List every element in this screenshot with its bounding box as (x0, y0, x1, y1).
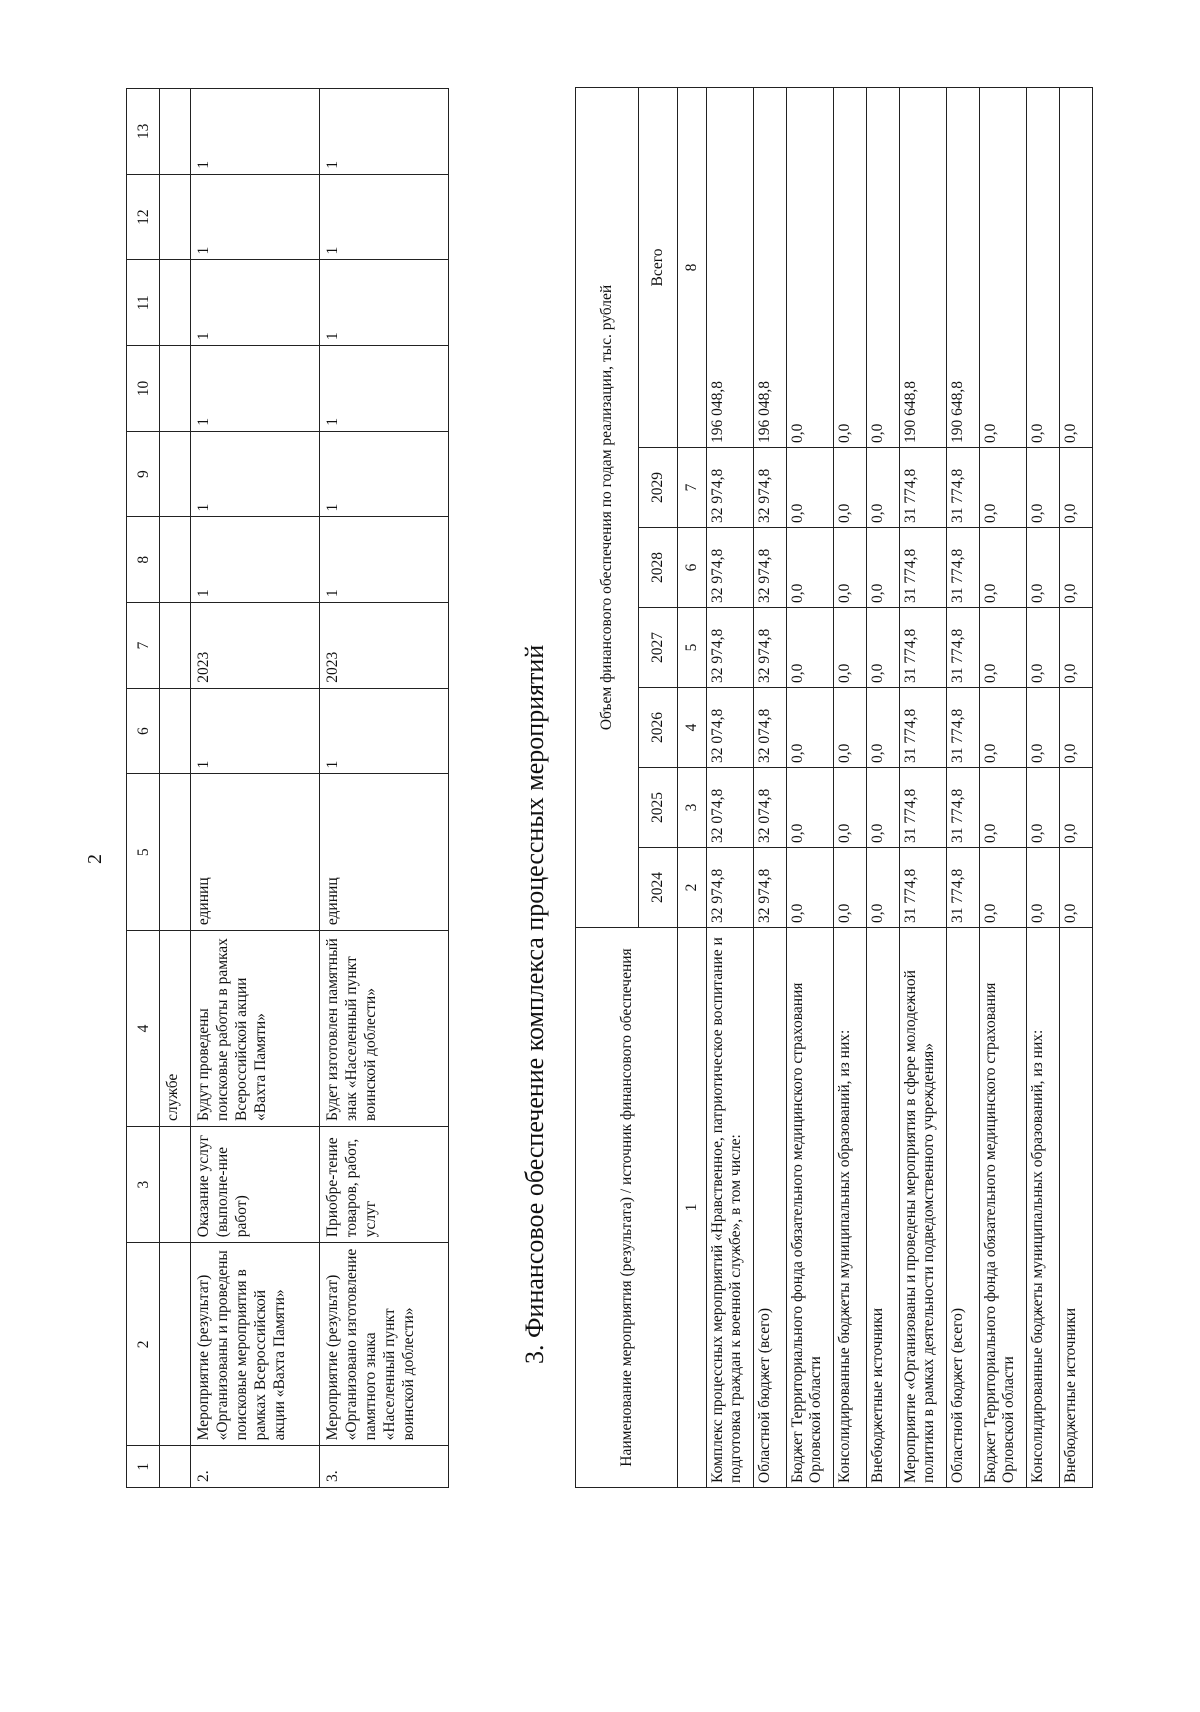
header-cell: 3 (127, 1126, 160, 1242)
col-number: 1 (678, 928, 707, 1488)
value-cell: 31 774,8 (947, 848, 980, 928)
carry-over-text: службе (160, 931, 191, 1127)
column-numbers-row (678, 87, 707, 1487)
value-cell: 0,0 (834, 448, 867, 528)
value-cell: 0,0 (980, 608, 1027, 688)
value-cell: 0,0 (980, 528, 1027, 608)
table-row (320, 89, 449, 1488)
value-cell: 0,0 (1027, 528, 1060, 608)
header-cell: 6 (127, 688, 160, 774)
table-row (867, 87, 900, 1487)
value-cell: 0,0 (980, 848, 1027, 928)
value-cell: 0,0 (787, 528, 834, 608)
value-cell: 31 774,8 (900, 768, 947, 848)
section-title: 3. Финансовое обеспечение комплекса процессных мероприятий (520, 644, 549, 1364)
value-cell: 1 (320, 174, 449, 260)
result-type: Оказание услуг (выполне-ние работ) (191, 1126, 320, 1242)
value-cell: 31 774,8 (900, 528, 947, 608)
base-year: 2023 (191, 603, 320, 689)
header-cell: 4 (127, 931, 160, 1127)
value-cell: 32 974,8 (707, 448, 754, 528)
table-row (980, 87, 1027, 1487)
total-cell: 0,0 (867, 87, 900, 447)
total-cell: 0,0 (787, 87, 834, 447)
source-name: Внебюджетные источники (1060, 928, 1093, 1488)
value-cell: 0,0 (1060, 448, 1093, 528)
value-cell: 0,0 (787, 848, 834, 928)
financing-table (575, 87, 1093, 1488)
header-cell: 2 (127, 1243, 160, 1446)
value-cell: 1 (191, 431, 320, 517)
value-cell: 0,0 (867, 448, 900, 528)
source-name: Консолидированные бюджеты муниципальных образований, из них: (1027, 928, 1060, 1488)
year-cell: 2027 (639, 608, 678, 688)
name-header: Наименование мероприятия (результата) / источник финансового обеспечения (576, 928, 678, 1488)
value-cell: 0,0 (980, 768, 1027, 848)
value-cell: 32 074,8 (754, 688, 787, 768)
value-cell: 0,0 (1027, 448, 1060, 528)
total-cell: 0,0 (980, 87, 1027, 447)
table-row (1027, 87, 1060, 1487)
results-table-header-row (127, 89, 160, 1488)
value-cell: 32 974,8 (707, 608, 754, 688)
header-cell: 12 (127, 174, 160, 260)
value-cell: 32 974,8 (754, 528, 787, 608)
value-cell: 1 (191, 260, 320, 346)
result-name: Мероприятие (результат) «Организовано изготовление памятного знака «Населенный пункт воинской доблести» (320, 1243, 449, 1446)
result-name: Мероприятие (результат) «Организованы и проведены поисковые мероприятия в рамках Всероссийской акции «Вахта Памяти» (191, 1243, 320, 1446)
header-cell: 13 (127, 89, 160, 175)
value-cell: 1 (320, 346, 449, 432)
total-cell: 196 048,8 (707, 87, 754, 447)
value-cell: 31 774,8 (900, 448, 947, 528)
table-row (191, 89, 320, 1488)
value-cell: 32 074,8 (707, 768, 754, 848)
value-cell: 32 974,8 (707, 848, 754, 928)
row-number: 3. (320, 1446, 449, 1488)
col-number: 3 (678, 768, 707, 848)
results-table (126, 88, 449, 1488)
year-cell: 2026 (639, 688, 678, 768)
header-cell: 5 (127, 774, 160, 931)
value-cell: 0,0 (980, 448, 1027, 528)
row-number: 2. (191, 1446, 320, 1488)
header-cell: 7 (127, 603, 160, 689)
value-cell: 0,0 (867, 608, 900, 688)
header-cell: 11 (127, 260, 160, 346)
value-cell: 1 (320, 260, 449, 346)
value-cell: 0,0 (834, 848, 867, 928)
header-cell: 10 (127, 346, 160, 432)
table-row (900, 87, 947, 1487)
value-cell: 31 774,8 (947, 688, 980, 768)
total-cell: 190 648,8 (947, 87, 980, 447)
value-cell: 1 (191, 174, 320, 260)
carry-over-row (160, 89, 191, 1488)
value-cell: 1 (191, 517, 320, 603)
value-cell: 0,0 (834, 608, 867, 688)
source-name: Мероприятие «Организованы и проведены мероприятия в сфере молодежной политики в рамках деятельности подведомственного учреждения» (900, 928, 947, 1488)
total-cell: 0,0 (1060, 87, 1093, 447)
value-cell: 0,0 (867, 848, 900, 928)
value-cell: 32 974,8 (754, 608, 787, 688)
value-cell: 0,0 (1027, 608, 1060, 688)
table-row (947, 87, 980, 1487)
value-cell: 0,0 (1060, 848, 1093, 928)
table-row (834, 87, 867, 1487)
year-cell: 2025 (639, 768, 678, 848)
source-name: Бюджет Территориального фонда обязательного медицинского страхования Орловской области (980, 928, 1027, 1488)
value-cell: 0,0 (787, 688, 834, 768)
value-cell: 31 774,8 (900, 848, 947, 928)
value-cell: 0,0 (787, 608, 834, 688)
total-cell: 0,0 (834, 87, 867, 447)
unit: единиц (191, 774, 320, 931)
value-cell: 0,0 (834, 768, 867, 848)
value-cell: 0,0 (867, 768, 900, 848)
value-cell: 31 774,8 (947, 768, 980, 848)
value-cell: 0,0 (1027, 848, 1060, 928)
value-cell: 0,0 (980, 688, 1027, 768)
value-cell: 31 774,8 (947, 608, 980, 688)
total-cell: 0,0 (1027, 87, 1060, 447)
col-number: 2 (678, 848, 707, 928)
value-cell: 32 974,8 (754, 448, 787, 528)
value-cell: 1 (320, 431, 449, 517)
value-cell: 32 974,8 (707, 528, 754, 608)
value-cell: 1 (320, 517, 449, 603)
value-cell: 1 (191, 89, 320, 175)
header-cell: 8 (127, 517, 160, 603)
value-cell: 0,0 (1027, 768, 1060, 848)
value-cell: 0,0 (1060, 528, 1093, 608)
volume-header: Объем финансового обеспечения по годам реализации, тыс. рублей (576, 87, 639, 927)
col-number: 8 (678, 87, 707, 447)
total-cell: 196 048,8 (754, 87, 787, 447)
result-type: Приобре-тение товаров, работ, услуг (320, 1126, 449, 1242)
value-cell: 31 774,8 (947, 448, 980, 528)
value-cell: 0,0 (1060, 768, 1093, 848)
value-cell: 31 774,8 (947, 528, 980, 608)
value-cell: 32 974,8 (754, 848, 787, 928)
value-cell: 1 (320, 89, 449, 175)
source-name: Бюджет Территориального фонда обязательного медицинского страхования Орловской области (787, 928, 834, 1488)
base-year: 2023 (320, 603, 449, 689)
value-cell: 31 774,8 (900, 688, 947, 768)
total-header: Всего (639, 87, 678, 447)
col-number: 6 (678, 528, 707, 608)
value-cell: 0,0 (867, 528, 900, 608)
page-number: 2 (84, 854, 106, 864)
source-name: Внебюджетные источники (867, 928, 900, 1488)
unit: единиц (320, 774, 449, 931)
value-cell: 32 074,8 (707, 688, 754, 768)
value-cell: 0,0 (787, 448, 834, 528)
result-characteristic: Будут проведены поисковые работы в рамках Всероссийской акции «Вахта Памяти» (191, 931, 320, 1127)
col-number: 5 (678, 608, 707, 688)
result-characteristic: Будет изготовлен памятный знак «Населенный пункт воинской доблести» (320, 931, 449, 1127)
col-number: 7 (678, 448, 707, 528)
year-cell: 2028 (639, 528, 678, 608)
header-cell: 9 (127, 431, 160, 517)
table-row (787, 87, 834, 1487)
value-cell: 0,0 (1060, 688, 1093, 768)
col-number: 4 (678, 688, 707, 768)
value-cell: 0,0 (1060, 608, 1093, 688)
total-cell: 190 648,8 (900, 87, 947, 447)
financing-header-row (576, 87, 639, 1487)
header-cell: 1 (127, 1446, 160, 1488)
value-cell: 0,0 (787, 768, 834, 848)
source-name: Комплекс процессных мероприятий «Нравственное, патриотическое воспитание и подготовка граждан к военной службе», в том числе: (707, 928, 754, 1488)
source-name: Консолидированные бюджеты муниципальных образований, из них: (834, 928, 867, 1488)
year-cell: 2024 (639, 848, 678, 928)
year-cell: 2029 (639, 448, 678, 528)
value-cell: 0,0 (867, 688, 900, 768)
value-cell: 0,0 (834, 528, 867, 608)
table-row (1060, 87, 1093, 1487)
source-name: Областной бюджет (всего) (947, 928, 980, 1488)
financing-rows (707, 87, 1093, 1487)
base-value: 1 (320, 688, 449, 774)
source-name: Областной бюджет (всего) (754, 928, 787, 1488)
base-value: 1 (191, 688, 320, 774)
value-cell: 31 774,8 (900, 608, 947, 688)
value-cell: 1 (191, 346, 320, 432)
table-row (707, 87, 754, 1487)
value-cell: 0,0 (1027, 688, 1060, 768)
value-cell: 0,0 (834, 688, 867, 768)
value-cell: 32 074,8 (754, 768, 787, 848)
table-row (754, 87, 787, 1487)
